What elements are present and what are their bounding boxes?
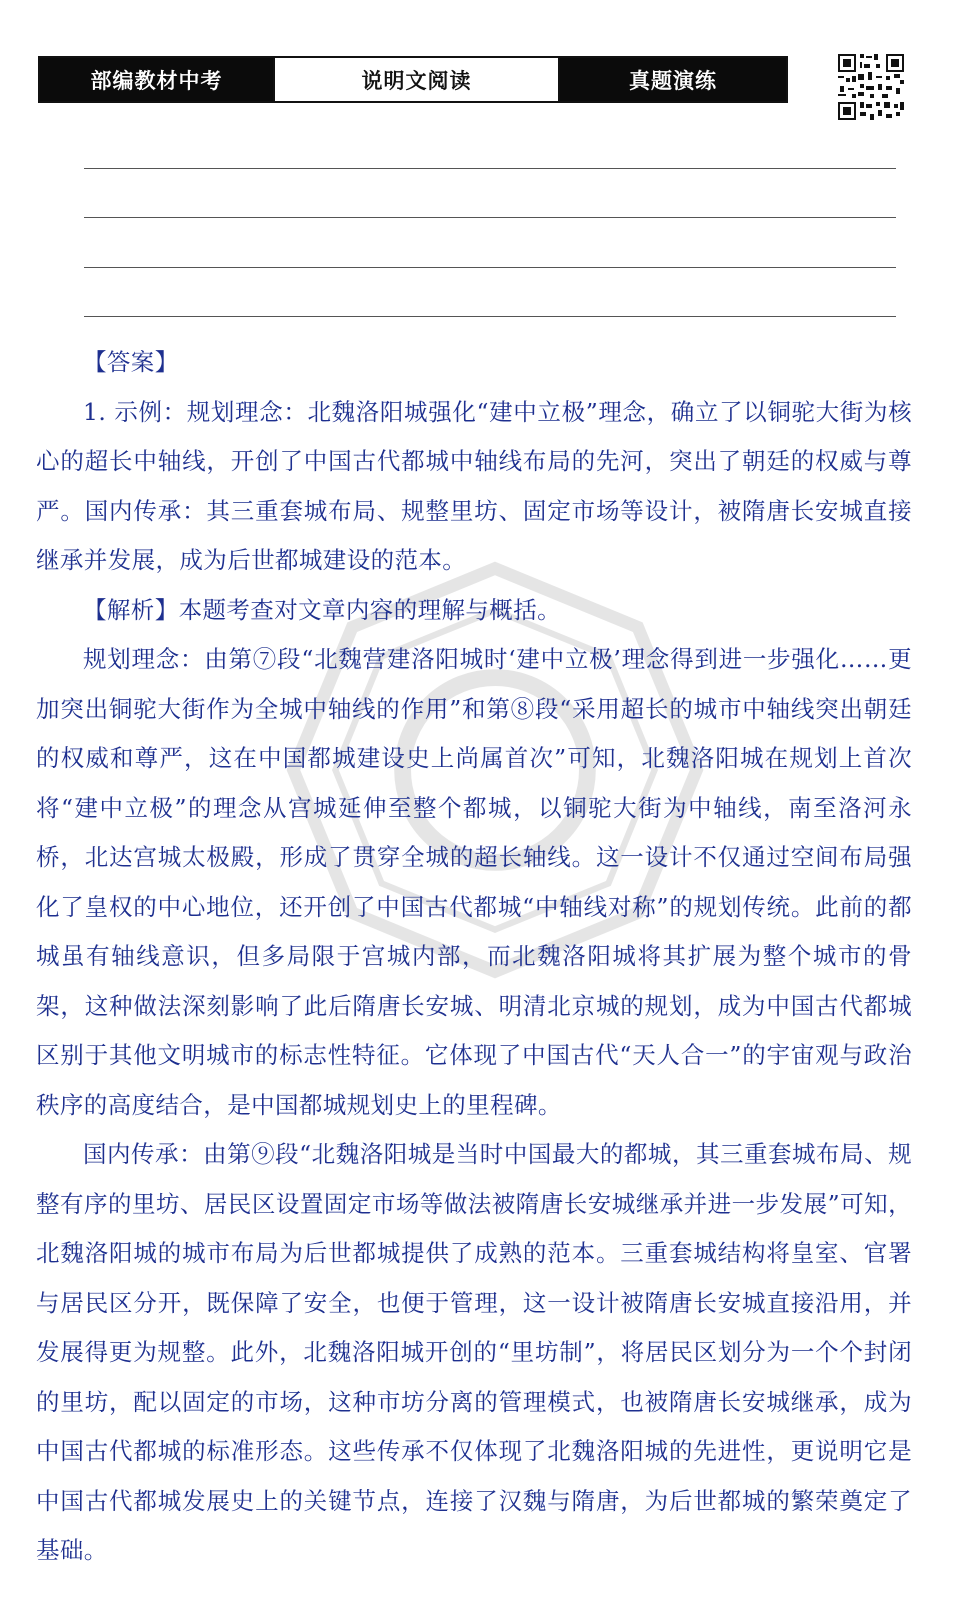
- analysis-intro-line: [36, 586, 912, 636]
- answer-content: [36, 338, 912, 1576]
- blank-answer-line-3: [84, 267, 896, 268]
- blank-answer-line-2: [84, 217, 896, 218]
- analysis-intro: 本题考查对文章内容的理解与概括。: [178, 595, 562, 624]
- analysis-paragraph-1: 规划理念：由第⑦段“北魏营建洛阳城时‘建中立极’理念得到进一步强化……更加突出铜驼大街作为全城中轴线的作用”和第⑧段“采用超长的城市中轴线突出朝廷的权威和尊严，这在中国都城建设史上尚属首次”可知，北魏洛阳城在规划上首次将“建中立极”的理念从宫城延伸至整个都城，以铜驼大街为中轴线，南至洛河永桥，北达宫城太极殿，形成了贯穿全城的超长轴线。这一设计不仅通过空间布局强化了皇权的中心地位，还开创了中国古代都城“中轴线对称”的规划传统。此前的都城虽有轴线意识，但多局限于宫城内部，而北魏洛阳城将其扩展为整个城市的骨架，这种做法深刻影响了此后隋唐长安城、明清北京城的规划，成为中国古代都城区别于其他文明城市的标志性特征。它体现了中国古代“天人合一”的宇宙观与政治秩序的高度结合，是中国都城规划史上的里程碑。: [36, 645, 912, 1119]
- analysis-paragraph-2: 国内传承：由第⑨段“北魏洛阳城是当时中国最大的都城，其三重套城布局、规整有序的里坊、居民区设置固定市场等做法被隋唐长安城继承并进一步发展”可知，北魏洛阳城的城市布局为后世都城提供了成熟的范本。三重套城结构将皇室、官署与居民区分开，既保障了安全，也便于管理，这一设计被隋唐长安城直接沿用，并发展得更为规整。此外，北魏洛阳城开创的“里坊制”，将居民区划分为一个个封闭的里坊，配以固定的市场，这种市坊分离的管理模式，也被隋唐长安城继承，成为中国古代都城的标准形态。这些传承不仅体现了北魏洛阳城的先进性，更说明它是中国古代都城发展史上的关键节点，连接了汉魏与隋唐，为后世都城的繁荣奠定了基础。: [36, 1140, 912, 1564]
- header-right-label: 真题演练: [560, 58, 786, 101]
- header-center-label: 说明文阅读: [273, 58, 560, 101]
- answer-heading: 【答案】: [83, 348, 179, 376]
- analysis-heading: 【解析】: [83, 595, 179, 624]
- blank-answer-line-1: [84, 168, 896, 169]
- qr-code-icon: [836, 52, 906, 122]
- blank-answer-line-4: [84, 316, 896, 317]
- header-bar: [38, 56, 788, 103]
- header-left-label: 部编教材中考: [40, 58, 273, 101]
- answer-item-1: 1. 示例：规划理念：北魏洛阳城强化“建中立极”理念，确立了以铜驼大街为核心的超长中轴线，开创了中国古代都城中轴线布局的先河，突出了朝廷的权威与尊严。国内传承：其三重套城布局、规整里坊、固定市场等设计，被隋唐长安城直接继承并发展，成为后世都城建设的范本。: [36, 397, 912, 574]
